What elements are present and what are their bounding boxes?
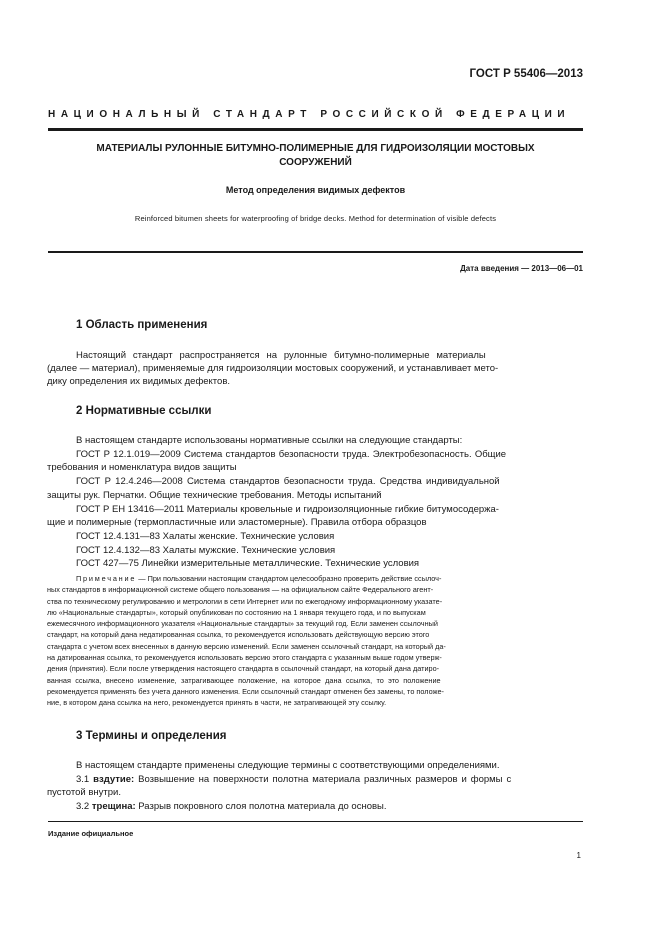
title-line-2: СООРУЖЕНИЙ bbox=[279, 157, 352, 168]
note-line: дения (принятия). Если после утверждения настоящего стандарта в ссылочный стандарт, на который дана датиро- bbox=[47, 664, 440, 674]
note-line: ных стандартов в информационной системе общего пользования — на официальном сайте Федерального агент- bbox=[47, 585, 434, 595]
term-number: 3.2 bbox=[76, 801, 90, 813]
term-name: трещина: bbox=[91, 801, 136, 813]
note-line: ежемесячного информационного указателя «Национальные стандарты» за текущий год. Если заменен ссылочный bbox=[47, 619, 438, 629]
english-title: Reinforced bitumen sheets for waterproofing of bridge decks. Method for determination of visible defects bbox=[134, 214, 497, 223]
text-line: (далее — материал), применяемые для гидроизоляции мостовых сооружений, и устанавливает мето- bbox=[47, 363, 499, 374]
text-line: В настоящем стандарте использованы нормативные ссылки на следующие стандарты: bbox=[76, 435, 463, 446]
reference-line: ГОСТ 12.4.131—83 Халаты женские. Технические условия bbox=[76, 530, 335, 542]
national-standard-banner: НАЦИОНАЛЬНЫЙ СТАНДАРТ РОССИЙСКОЙ ФЕДЕРАЦИИ bbox=[48, 109, 571, 120]
note-line: лю «Национальные стандарты», который опубликован по состоянию на 1 января текущего года, и по выпускам bbox=[47, 607, 426, 617]
footer-divider bbox=[48, 821, 583, 822]
term-number: 3.1 bbox=[76, 773, 90, 785]
note-line: ства по техническому регулированию и метрологии в сети Интернет или по ежегодному информационному указате- bbox=[47, 596, 443, 606]
text-line: Настоящий стандарт распространяется на рулонные битумно-полимерные материалы bbox=[76, 350, 486, 361]
section-1-heading: 1 Область применения bbox=[76, 319, 208, 331]
note-text: — При пользовании настоящим стандартом целесообразно проверить действие ссылоч- bbox=[136, 574, 442, 583]
term-line: пустотой внутри. bbox=[47, 787, 121, 799]
term-definition: Разрыв покровного слоя полотна материала до основы. bbox=[135, 801, 387, 813]
note-label: Примечание bbox=[76, 574, 137, 583]
edition-label: Издание официальное bbox=[48, 829, 134, 838]
note-line: рекомендуется применять без учета данного изменения. Если ссылочный стандарт отменен без замены, то положе- bbox=[47, 686, 444, 696]
reference-line: щие и полимерные (термопластичные или эластомерные). Правила отбора образцов bbox=[47, 517, 427, 529]
reference-line: ГОСТ 12.4.132—83 Халаты мужские. Технические условия bbox=[76, 544, 336, 556]
document-title bbox=[60, 142, 571, 170]
note-line: ванная ссылка, внесено изменение, затрагивающее положение, на которое дана ссылка, то это положение bbox=[47, 675, 441, 685]
reference-line: защиты рук. Перчатки. Общие технические требования. Методы испытаний bbox=[47, 489, 382, 501]
section-2-note bbox=[47, 573, 583, 709]
note-line: на датированная ссылка, то рекомендуется использовать версию этого стандарта с указанным выше годом утверж- bbox=[47, 653, 442, 663]
term-line bbox=[76, 773, 583, 787]
standard-code: ГОСТ Р 55406—2013 bbox=[469, 68, 583, 80]
text-line: В настоящем стандарте применены следующие термины с соответствующими определениями. bbox=[76, 760, 500, 771]
note-line bbox=[76, 573, 583, 584]
note-line: ние, в котором дана ссылка на него, рекомендуется принять в части, не затрагивающей эту ссылку. bbox=[47, 698, 387, 708]
page-number: 1 bbox=[576, 851, 581, 860]
header-divider bbox=[48, 128, 583, 131]
section-2-references bbox=[47, 434, 583, 571]
term-definition: Возвышение на поверхности полотна материала различных размеров и формы с bbox=[134, 773, 512, 785]
title-line-1: МАТЕРИАЛЫ РУЛОННЫЕ БИТУМНО-ПОЛИМЕРНЫЕ ДЛЯ ГИДРОИЗОЛЯЦИИ МОСТОВЫХ bbox=[96, 143, 535, 154]
reference-line: ГОСТ Р 12.1.019—2009 Система стандартов безопасности труда. Электробезопасность. Общие bbox=[76, 448, 507, 460]
section-3-terms bbox=[47, 759, 583, 814]
reference-line: ГОСТ Р ЕН 13416—2011 Материалы кровельные и гидроизоляционные гибкие битумосодержа- bbox=[76, 503, 499, 515]
reference-line: требования и номенклатура видов защиты bbox=[47, 462, 237, 474]
section-3-heading: 3 Термины и определения bbox=[76, 730, 227, 742]
text-line: дику определения их видимых дефектов. bbox=[47, 376, 231, 387]
introduction-date: Дата введения — 2013—06—01 bbox=[460, 264, 583, 273]
reference-line: ГОСТ Р 12.4.246—2008 Система стандартов безопасности труда. Средства индивидуальной bbox=[76, 476, 500, 488]
title-divider bbox=[48, 251, 583, 253]
reference-line: ГОСТ 427—75 Линейки измерительные металлические. Технические условия bbox=[76, 558, 420, 570]
section-1-paragraph bbox=[47, 349, 583, 388]
note-line: стандарт, на который дана недатированная ссылка, то рекомендуется использовать действующую версию этого bbox=[47, 630, 430, 640]
note-line: стандарта с учетом всех внесенных в данную версию изменений. Если заменен ссылочный стандарт, на который да- bbox=[47, 641, 446, 651]
section-2-heading: 2 Нормативные ссылки bbox=[76, 405, 212, 417]
document-subtitle: Метод определения видимых дефектов bbox=[225, 185, 406, 195]
term-name: вздутие: bbox=[93, 773, 135, 785]
term-line bbox=[76, 800, 583, 814]
